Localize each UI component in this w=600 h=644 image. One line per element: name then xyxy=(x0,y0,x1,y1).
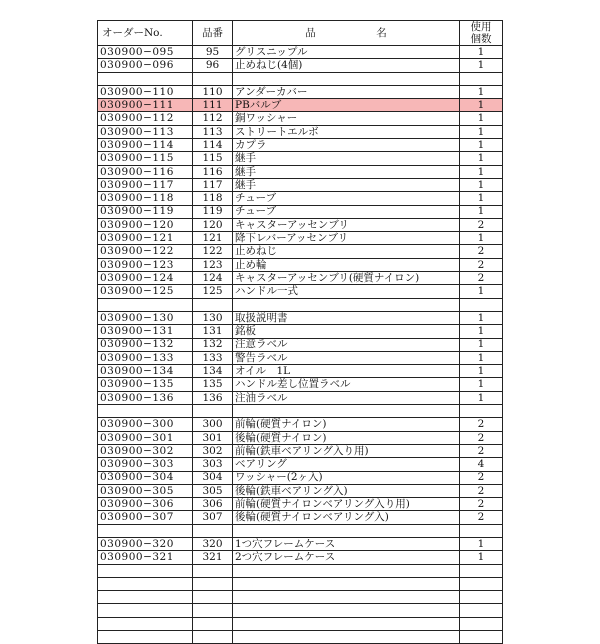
cell-part-no: 122 xyxy=(193,245,233,258)
cell-part-no: 118 xyxy=(193,192,233,205)
cell-part-name: 後輪(鉄車ベアリング入) xyxy=(233,484,460,497)
table-row xyxy=(98,258,503,271)
cell-quantity: 1 xyxy=(460,205,503,218)
cell-quantity xyxy=(460,72,503,85)
cell-part-name: カプラ xyxy=(233,139,460,152)
cell-part-no: 131 xyxy=(193,325,233,338)
cell-part-no xyxy=(193,524,233,537)
table-row xyxy=(98,378,503,391)
table-row-blank xyxy=(98,577,503,590)
cell-order-no: 030900−118 xyxy=(98,192,193,205)
cell-order-no: 030900−125 xyxy=(98,285,193,298)
table-row-blank xyxy=(98,617,503,630)
table-row xyxy=(98,46,503,59)
table-row-blank xyxy=(98,72,503,85)
cell-order-no: 030900−117 xyxy=(98,178,193,191)
header-quantity xyxy=(460,21,503,46)
cell-order-no xyxy=(98,591,193,604)
cell-quantity: 2 xyxy=(460,431,503,444)
header-quantity-line2: 個数 xyxy=(470,33,492,45)
cell-order-no: 030900−114 xyxy=(98,139,193,152)
cell-order-no: 030900−301 xyxy=(98,431,193,444)
cell-part-no xyxy=(193,405,233,418)
parts-list-table xyxy=(97,20,503,644)
cell-part-no: 121 xyxy=(193,232,233,245)
cell-part-no: 112 xyxy=(193,112,233,125)
cell-order-no: 030900−307 xyxy=(98,511,193,524)
cell-quantity: 2 xyxy=(460,258,503,271)
cell-part-name: 止め輪 xyxy=(233,258,460,271)
table-row xyxy=(98,511,503,524)
cell-part-no: 113 xyxy=(193,125,233,138)
cell-order-no: 030900−131 xyxy=(98,325,193,338)
cell-quantity: 1 xyxy=(460,338,503,351)
table-row xyxy=(98,391,503,404)
cell-part-name: 前輪(硬質ナイロンベアリング入り用) xyxy=(233,498,460,511)
table-row xyxy=(98,232,503,245)
cell-order-no: 030900−132 xyxy=(98,338,193,351)
cell-quantity: 1 xyxy=(460,325,503,338)
cell-part-name: チューブ xyxy=(233,192,460,205)
table-row xyxy=(98,431,503,444)
cell-order-no: 030900−130 xyxy=(98,311,193,324)
cell-part-no: 123 xyxy=(193,258,233,271)
cell-part-no: 132 xyxy=(193,338,233,351)
cell-quantity: 1 xyxy=(460,59,503,72)
table-row xyxy=(98,338,503,351)
cell-order-no xyxy=(98,604,193,617)
cell-part-no: 124 xyxy=(193,272,233,285)
cell-quantity xyxy=(460,604,503,617)
cell-quantity: 1 xyxy=(460,537,503,550)
cell-part-name xyxy=(233,564,460,577)
table-row xyxy=(98,365,503,378)
table-row-blank xyxy=(98,524,503,537)
cell-part-name: チューブ xyxy=(233,205,460,218)
cell-order-no: 030900−305 xyxy=(98,484,193,497)
header-quantity-line1: 使用 xyxy=(470,21,492,33)
cell-order-no xyxy=(98,524,193,537)
cell-order-no: 030900−122 xyxy=(98,245,193,258)
cell-quantity xyxy=(460,617,503,630)
cell-quantity: 1 xyxy=(460,125,503,138)
cell-quantity: 2 xyxy=(460,471,503,484)
cell-part-name: 注意ラベル xyxy=(233,338,460,351)
cell-part-no: 307 xyxy=(193,511,233,524)
cell-order-no: 030900−115 xyxy=(98,152,193,165)
cell-part-name xyxy=(233,591,460,604)
cell-quantity: 1 xyxy=(460,192,503,205)
cell-quantity xyxy=(460,405,503,418)
cell-part-no: 301 xyxy=(193,431,233,444)
cell-order-no: 030900−124 xyxy=(98,272,193,285)
cell-part-name: 止めねじ(4個) xyxy=(233,59,460,72)
table-row xyxy=(98,192,503,205)
cell-part-no xyxy=(193,564,233,577)
cell-quantity: 1 xyxy=(460,378,503,391)
cell-part-no: 136 xyxy=(193,391,233,404)
cell-part-no xyxy=(193,617,233,630)
cell-part-name: ベアリング xyxy=(233,458,460,471)
cell-quantity: 2 xyxy=(460,511,503,524)
cell-part-name: 後輪(硬質ナイロンベアリング入) xyxy=(233,511,460,524)
cell-part-name: 1つ穴フレームケース xyxy=(233,537,460,550)
cell-quantity: 2 xyxy=(460,444,503,457)
cell-part-name: 銅ワッシャー xyxy=(233,112,460,125)
header-part-name-2: 名 xyxy=(376,26,387,39)
cell-part-no: 303 xyxy=(193,458,233,471)
table-row xyxy=(98,325,503,338)
cell-part-name: PBバルブ xyxy=(233,99,460,112)
cell-part-name: 継手 xyxy=(233,152,460,165)
cell-part-no xyxy=(193,591,233,604)
cell-order-no: 030900−133 xyxy=(98,351,193,364)
cell-part-name: キャスターアッセンブリ(硬質ナイロン) xyxy=(233,272,460,285)
cell-quantity: 2 xyxy=(460,272,503,285)
cell-quantity: 1 xyxy=(460,139,503,152)
table-row xyxy=(98,498,503,511)
cell-quantity: 1 xyxy=(460,285,503,298)
cell-part-name: アンダーカバー xyxy=(233,85,460,98)
cell-part-no: 114 xyxy=(193,139,233,152)
cell-part-name: 前輪(硬質ナイロン) xyxy=(233,418,460,431)
cell-order-no: 030900−135 xyxy=(98,378,193,391)
header-part-name-1: 品 xyxy=(305,26,316,39)
cell-part-no: 95 xyxy=(193,46,233,59)
header-part-name xyxy=(233,21,460,46)
cell-part-no: 119 xyxy=(193,205,233,218)
cell-quantity: 2 xyxy=(460,218,503,231)
cell-order-no: 030900−302 xyxy=(98,444,193,457)
table-row xyxy=(98,471,503,484)
cell-quantity: 1 xyxy=(460,99,503,112)
cell-part-no: 111 xyxy=(193,99,233,112)
cell-quantity xyxy=(460,631,503,644)
cell-part-no xyxy=(193,72,233,85)
cell-quantity: 1 xyxy=(460,232,503,245)
table-row xyxy=(98,178,503,191)
cell-order-no xyxy=(98,405,193,418)
cell-order-no xyxy=(98,72,193,85)
cell-order-no xyxy=(98,577,193,590)
cell-part-no: 116 xyxy=(193,165,233,178)
cell-order-no: 030900−321 xyxy=(98,551,193,564)
cell-quantity: 1 xyxy=(460,311,503,324)
table-row xyxy=(98,311,503,324)
table-row-blank xyxy=(98,405,503,418)
cell-order-no: 030900−120 xyxy=(98,218,193,231)
cell-order-no xyxy=(98,617,193,630)
cell-part-no: 130 xyxy=(193,311,233,324)
cell-part-no xyxy=(193,298,233,311)
cell-quantity: 2 xyxy=(460,484,503,497)
table-row xyxy=(98,458,503,471)
cell-part-name: 後輪(硬質ナイロン) xyxy=(233,431,460,444)
cell-order-no: 030900−136 xyxy=(98,391,193,404)
table-row-blank xyxy=(98,591,503,604)
table-row-blank xyxy=(98,631,503,644)
table-row xyxy=(98,165,503,178)
cell-part-no: 110 xyxy=(193,85,233,98)
cell-order-no: 030900−110 xyxy=(98,85,193,98)
cell-order-no: 030900−306 xyxy=(98,498,193,511)
cell-part-name: ストリートエルボ xyxy=(233,125,460,138)
cell-quantity: 1 xyxy=(460,152,503,165)
cell-part-no: 300 xyxy=(193,418,233,431)
cell-part-no: 133 xyxy=(193,351,233,364)
cell-part-name xyxy=(233,604,460,617)
cell-part-name: 前輪(鉄車ベアリング入り用) xyxy=(233,444,460,457)
table-row xyxy=(98,245,503,258)
cell-order-no: 030900−096 xyxy=(98,59,193,72)
cell-part-name xyxy=(233,617,460,630)
table-row xyxy=(98,59,503,72)
cell-part-name: 止めねじ xyxy=(233,245,460,258)
cell-quantity: 1 xyxy=(460,85,503,98)
table-row xyxy=(98,285,503,298)
cell-part-no: 120 xyxy=(193,218,233,231)
cell-part-name: グリスニップル xyxy=(233,46,460,59)
cell-quantity xyxy=(460,591,503,604)
cell-order-no: 030900−116 xyxy=(98,165,193,178)
table-row-blank xyxy=(98,604,503,617)
cell-part-name: 継手 xyxy=(233,178,460,191)
cell-quantity xyxy=(460,524,503,537)
cell-quantity xyxy=(460,298,503,311)
cell-order-no: 030900−320 xyxy=(98,537,193,550)
cell-order-no: 030900−113 xyxy=(98,125,193,138)
cell-part-name: 注油ラベル xyxy=(233,391,460,404)
table-row-blank xyxy=(98,298,503,311)
table-row xyxy=(98,418,503,431)
cell-part-name xyxy=(233,298,460,311)
table-row xyxy=(98,218,503,231)
cell-part-no xyxy=(193,577,233,590)
table-row xyxy=(98,152,503,165)
cell-quantity: 1 xyxy=(460,351,503,364)
table-row xyxy=(98,205,503,218)
cell-part-no: 306 xyxy=(193,498,233,511)
table-row-highlighted xyxy=(98,99,503,112)
cell-part-name: ワッシャー(2ヶ入) xyxy=(233,471,460,484)
cell-order-no: 030900−121 xyxy=(98,232,193,245)
cell-quantity xyxy=(460,577,503,590)
cell-order-no xyxy=(98,631,193,644)
table-row xyxy=(98,112,503,125)
cell-part-name: 警告ラベル xyxy=(233,351,460,364)
cell-part-name xyxy=(233,524,460,537)
cell-order-no: 030900−304 xyxy=(98,471,193,484)
cell-order-no: 030900−303 xyxy=(98,458,193,471)
table-row xyxy=(98,551,503,564)
cell-order-no: 030900−119 xyxy=(98,205,193,218)
cell-part-no: 305 xyxy=(193,484,233,497)
header-row xyxy=(98,21,503,46)
cell-part-name: 銘板 xyxy=(233,325,460,338)
cell-order-no: 030900−112 xyxy=(98,112,193,125)
cell-quantity: 1 xyxy=(460,112,503,125)
cell-part-no: 321 xyxy=(193,551,233,564)
cell-part-name xyxy=(233,72,460,85)
table-row-blank xyxy=(98,564,503,577)
cell-part-no: 125 xyxy=(193,285,233,298)
table-row xyxy=(98,484,503,497)
cell-quantity: 1 xyxy=(460,165,503,178)
cell-part-no: 320 xyxy=(193,537,233,550)
cell-quantity: 1 xyxy=(460,391,503,404)
table-row xyxy=(98,272,503,285)
cell-part-name: 降下レバーアッセンブリ xyxy=(233,232,460,245)
cell-part-name xyxy=(233,577,460,590)
cell-part-name: ハンドル差し位置ラベル xyxy=(233,378,460,391)
cell-part-no: 115 xyxy=(193,152,233,165)
cell-part-name: キャスターアッセンブリ xyxy=(233,218,460,231)
cell-part-name: 継手 xyxy=(233,165,460,178)
cell-part-no: 117 xyxy=(193,178,233,191)
cell-part-name: ハンドル一式 xyxy=(233,285,460,298)
cell-part-no: 302 xyxy=(193,444,233,457)
cell-order-no: 030900−300 xyxy=(98,418,193,431)
cell-quantity: 1 xyxy=(460,365,503,378)
cell-order-no: 030900−123 xyxy=(98,258,193,271)
cell-quantity: 1 xyxy=(460,46,503,59)
cell-part-no: 304 xyxy=(193,471,233,484)
cell-order-no: 030900−134 xyxy=(98,365,193,378)
cell-quantity xyxy=(460,564,503,577)
cell-part-no: 135 xyxy=(193,378,233,391)
cell-part-name: 2つ穴フレームケース xyxy=(233,551,460,564)
cell-order-no: 030900−111 xyxy=(98,99,193,112)
cell-quantity: 2 xyxy=(460,418,503,431)
header-order-no: オーダーNo. xyxy=(98,21,193,46)
table-row xyxy=(98,85,503,98)
table-row xyxy=(98,125,503,138)
cell-part-name xyxy=(233,405,460,418)
cell-order-no: 030900−095 xyxy=(98,46,193,59)
cell-part-no: 134 xyxy=(193,365,233,378)
cell-order-no xyxy=(98,564,193,577)
cell-quantity: 1 xyxy=(460,551,503,564)
cell-part-no xyxy=(193,604,233,617)
table-row xyxy=(98,139,503,152)
table-row xyxy=(98,537,503,550)
cell-quantity: 2 xyxy=(460,498,503,511)
cell-part-name: 取扱説明書 xyxy=(233,311,460,324)
cell-quantity: 2 xyxy=(460,245,503,258)
cell-part-no xyxy=(193,631,233,644)
cell-order-no xyxy=(98,298,193,311)
cell-part-name xyxy=(233,631,460,644)
table-row xyxy=(98,351,503,364)
cell-quantity: 4 xyxy=(460,458,503,471)
cell-part-name: オイル 1L xyxy=(233,365,460,378)
header-part-no: 品番 xyxy=(193,21,233,46)
cell-quantity: 1 xyxy=(460,178,503,191)
cell-part-no: 96 xyxy=(193,59,233,72)
table-row xyxy=(98,444,503,457)
